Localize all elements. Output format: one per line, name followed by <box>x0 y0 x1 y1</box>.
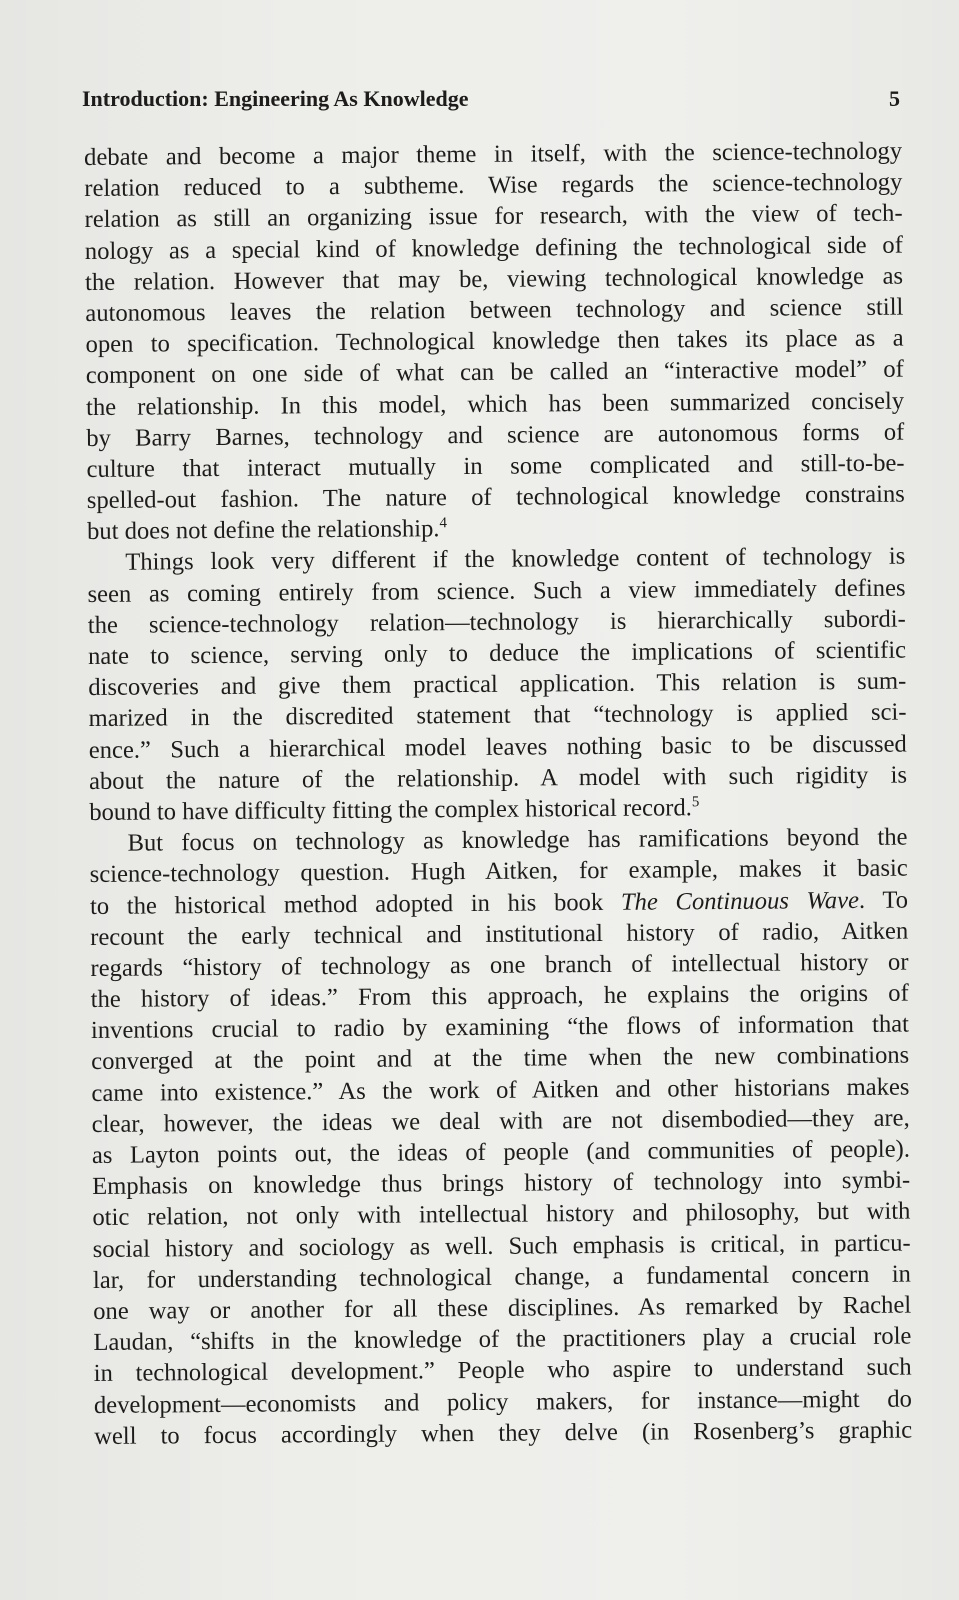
line-text: spelled-out fashion. The nature of technological knowledge constrains <box>86 480 905 515</box>
line-text: the relation. However that may be, viewing technological knowledge as <box>84 262 904 296</box>
line-text: recount the early technical and institutional history of radio, Aitken <box>90 917 909 951</box>
line-text: Things look very different if the knowledge content of technology is <box>125 543 906 577</box>
line-text: clear, however, the ideas we deal with are not disembodied—they are, <box>91 1104 910 1138</box>
page-number: 5 <box>889 86 900 111</box>
footnote-marker[interactable]: 5 <box>691 794 700 811</box>
line-text: about the nature of the relationship. A model with such rigidity is <box>88 761 908 795</box>
text-line <box>94 1414 912 1452</box>
line-text: component on one side of what can be called an “interactive model” of <box>85 355 904 390</box>
line-text: came into existence.” As the work of Aitken and other historians makes <box>91 1073 910 1107</box>
line-text: culture that interact mutually in some complicated and still-to-be- <box>86 449 905 483</box>
book-title: The Continuous Wave <box>620 886 860 916</box>
line-text: as Layton points out, the ideas of people (and communities of people). <box>91 1135 911 1169</box>
line-text: ence.” Such a hierarchical model leaves nothing basic to be discussed <box>88 730 907 764</box>
line-text: converged at the point and at the time when the new combinations <box>91 1041 910 1076</box>
line-text: otic relation, not only with intellectual history and philosophy, but with <box>92 1197 911 1232</box>
body-text <box>84 136 912 1452</box>
line-text: relation as still an organizing issue for research, with the view of tech- <box>84 199 903 234</box>
line-text: lar, for understanding technological change, a fundamental concern in <box>92 1260 912 1294</box>
line-text: relation reduced to a subtheme. Wise regards the science-technology <box>84 168 903 203</box>
line-text: well to focus accordingly when they delve (in Rosenberg’s graphic <box>94 1416 913 1450</box>
line-text: Emphasis on knowledge thus brings history of technology into symbi- <box>92 1166 911 1201</box>
line-text: one way or another for all these disciplines. As remarked by Rachel <box>93 1291 912 1325</box>
line-text: science-technology question. Hugh Aitken, for example, makes it basic <box>89 854 908 889</box>
line-text: open to specification. Technological knowledge then takes its place as a <box>85 324 904 359</box>
line-text: in technological development.” People who aspire to understand such <box>93 1353 912 1388</box>
line-text: the relationship. In this model, which has been summarized concisely <box>85 387 905 421</box>
line-text: But focus on technology as knowledge has ramifications beyond the <box>127 823 908 857</box>
line-text: social history and sociology as well. Such emphasis is critical, in particu- <box>92 1229 911 1263</box>
line-text: autonomous leaves the relation between technology and science still <box>85 293 904 327</box>
line-text: debate and become a major theme in itself, with the science-technology <box>84 137 903 171</box>
line-text: regards “history of technology as one branch of intellectual history or <box>90 948 909 982</box>
line-text: seen as coming entirely from science. Such a view immediately defines <box>87 574 906 608</box>
line-text: the science-technology relation—technology is hierarchically subordi- <box>87 605 906 639</box>
line-text: to the historical method adopted in his book <box>89 888 622 920</box>
running-head <box>82 86 900 112</box>
line-text: discoveries and give them practical application. This relation is sum- <box>88 667 907 702</box>
line-text: nate to science, serving only to deduce the implications of scientific <box>87 636 907 670</box>
footnote-marker[interactable]: 4 <box>439 515 448 532</box>
chapter-title: Introduction: Engineering As Knowledge <box>82 86 469 111</box>
text-line <box>89 759 907 797</box>
line-text: the history of ideas.” From this approach, he explains the origins of <box>90 979 909 1014</box>
line-text: inventions crucial to radio by examining “the flows of information that <box>90 1010 910 1045</box>
line-text: development—economists and policy makers, for instance—might do <box>93 1385 913 1419</box>
line-text: but does not define the relationship. <box>86 515 440 546</box>
line-text: bound to have difficulty fitting the complex historical record. <box>89 794 692 826</box>
line-text: by Barry Barnes, technology and science are autonomous forms of <box>86 418 905 452</box>
line-text: marized in the discredited statement that “technology is applied sci- <box>88 698 907 733</box>
line-text-continued: . To <box>858 886 909 914</box>
line-text: Laudan, “shifts in the knowledge of the practitioners play a crucial role <box>93 1322 912 1357</box>
line-text: nology as a special kind of knowledge defining the technological side of <box>84 231 903 265</box>
